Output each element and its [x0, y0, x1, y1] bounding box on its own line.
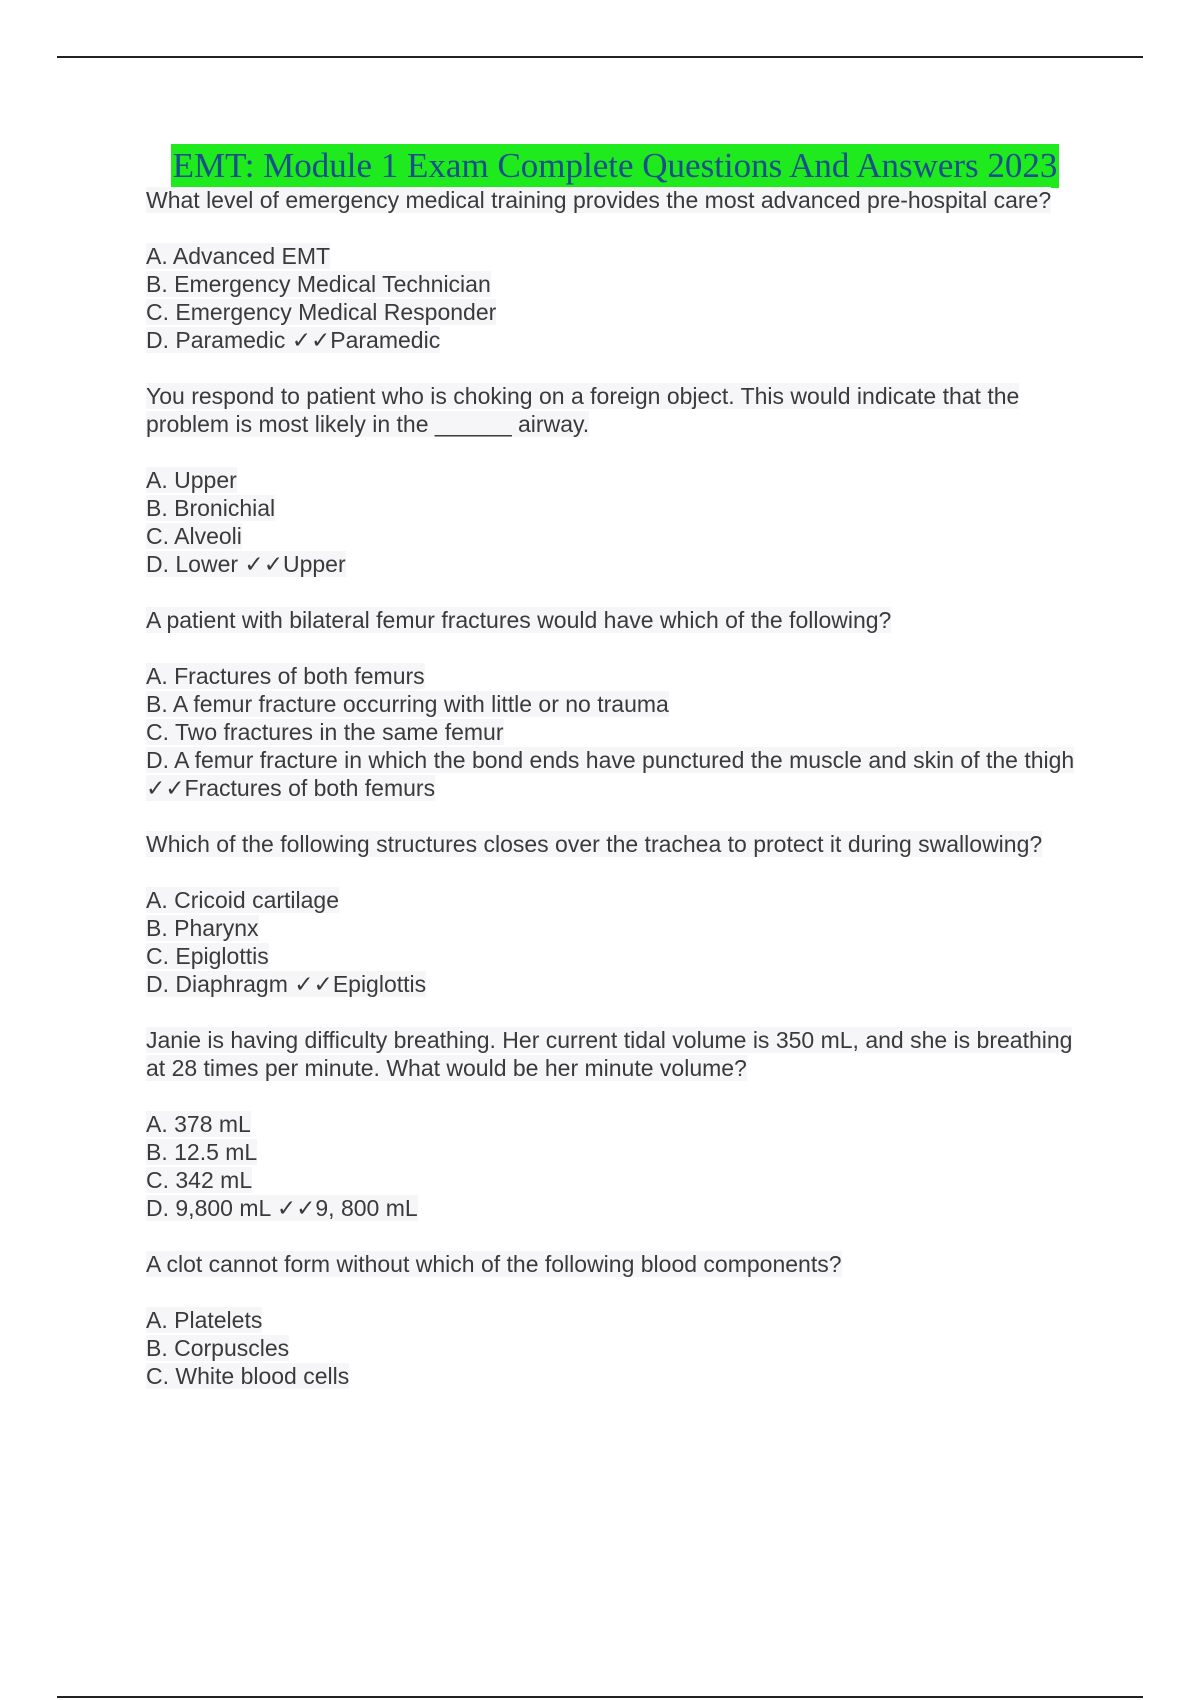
question-text: A patient with bilateral femur fractures would have which of the following?: [146, 607, 892, 633]
answer-option: B. A femur fracture occurring with little or no trauma: [146, 691, 669, 717]
answer-option: B. Emergency Medical Technician: [146, 271, 491, 297]
answer-option: C. Epiglottis: [146, 943, 269, 969]
question-text: Which of the following structures closes over the trachea to protect it during swallowing?: [146, 831, 1043, 857]
answer-option: A. Fractures of both femurs: [146, 663, 425, 689]
answer-option: A. Advanced EMT: [146, 243, 331, 269]
question-6: [146, 1250, 1096, 1390]
question-text: You respond to patient who is choking on a foreign object. This would indicate that the problem is most likely in the ______ airway.: [146, 383, 1020, 437]
answer-option-with-key: D. Diaphragm ✓✓Epiglottis: [146, 971, 427, 997]
answer-option-with-key: D. Paramedic ✓✓Paramedic: [146, 327, 441, 353]
question-text: Janie is having difficulty breathing. Her current tidal volume is 350 mL, and she is breathing at 28 times per minute. What would be her minute volume?: [146, 1027, 1073, 1081]
question-4: [146, 830, 1096, 998]
question-1: [146, 186, 1096, 354]
answer-option: C. Alveoli: [146, 523, 242, 549]
answer-option: A. 378 mL: [146, 1111, 251, 1137]
top-divider: [57, 56, 1143, 58]
answer-option: B. Corpuscles: [146, 1335, 290, 1361]
answer-option: B. 12.5 mL: [146, 1139, 258, 1165]
document-title: EMT: Module 1 Exam Complete Questions And Answers 2023: [171, 144, 1060, 188]
question-2: [146, 382, 1096, 578]
answer-option: C. 342 mL: [146, 1167, 253, 1193]
answer-option: B. Pharynx: [146, 915, 259, 941]
answer-option: A. Cricoid cartilage: [146, 887, 340, 913]
question-list: [146, 186, 1096, 1418]
answer-option: C. Emergency Medical Responder: [146, 299, 497, 325]
answer-option: B. Bronichial: [146, 495, 276, 521]
question-text: A clot cannot form without which of the following blood components?: [146, 1251, 842, 1277]
answer-option: A. Upper: [146, 467, 237, 493]
answer-option: A. Platelets: [146, 1307, 263, 1333]
question-5: [146, 1026, 1096, 1222]
answer-option-with-key: D. 9,800 mL ✓✓9, 800 mL: [146, 1195, 418, 1221]
answer-option: C. Two fractures in the same femur: [146, 719, 504, 745]
answer-option-with-key: D. A femur fracture in which the bond ends have punctured the muscle and skin of the thigh ✓✓Fractures of both femurs: [146, 747, 1075, 801]
answer-option-with-key: D. Lower ✓✓Upper: [146, 551, 346, 577]
bottom-divider: [57, 1696, 1143, 1698]
question-text: What level of emergency medical training provides the most advanced pre-hospital care?: [146, 187, 1052, 213]
question-3: [146, 606, 1096, 802]
answer-option: C. White blood cells: [146, 1363, 350, 1389]
title-block: [145, 144, 1085, 188]
